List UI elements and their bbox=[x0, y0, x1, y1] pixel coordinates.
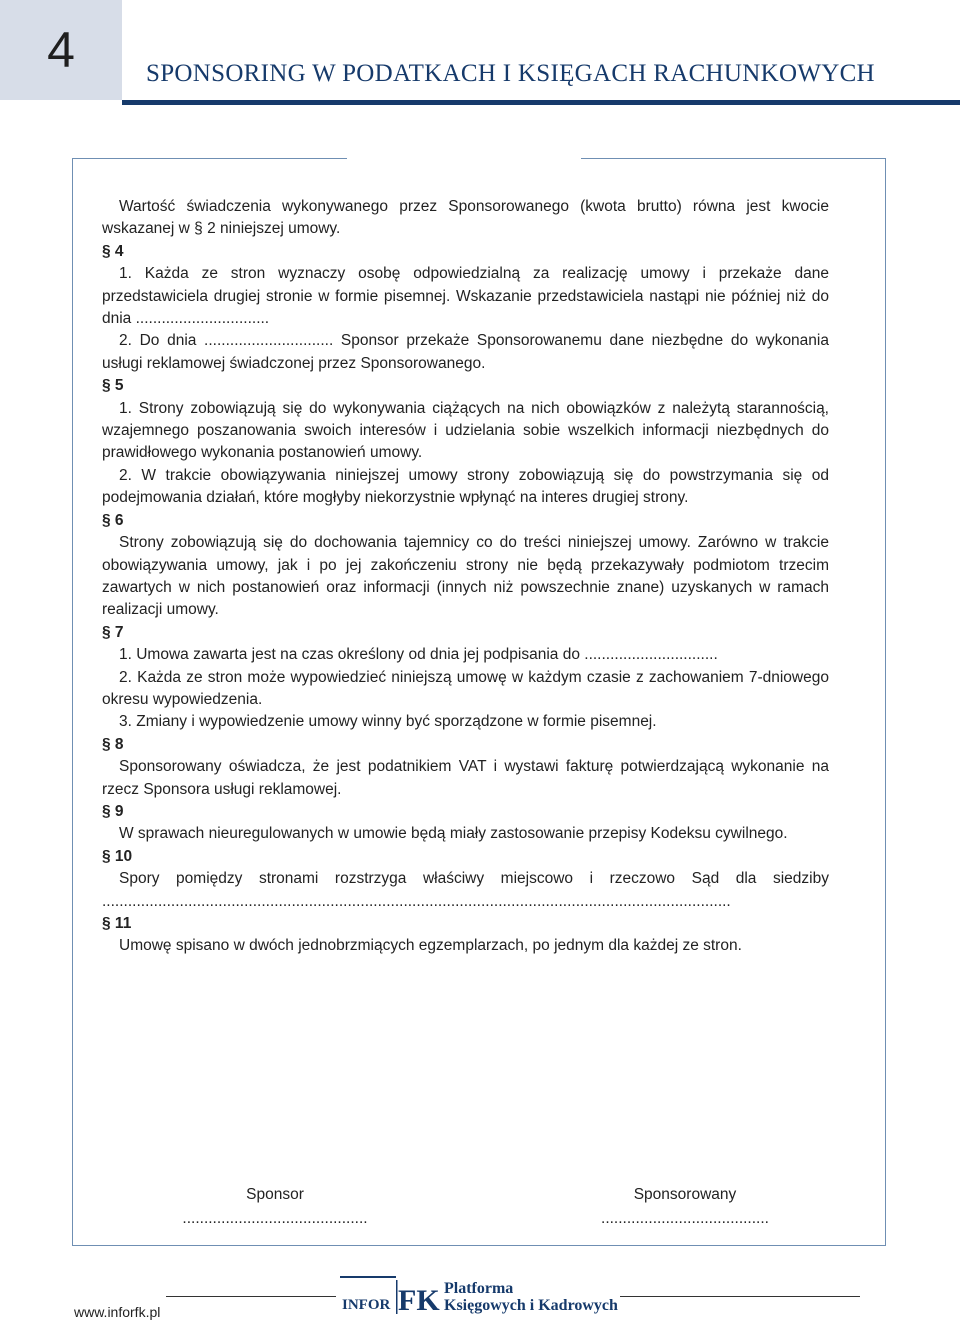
section-11-heading: § 11 bbox=[102, 915, 132, 932]
footer-rule-left bbox=[166, 1296, 336, 1297]
sponsorowany-signature bbox=[570, 1186, 800, 1228]
infor-fk-logo bbox=[340, 1276, 618, 1316]
header-rule bbox=[122, 100, 960, 105]
section-8-heading: § 8 bbox=[102, 735, 124, 753]
section-7-point-1: 1. Umowa zawarta jest na czas określony od dnia jej podpisania do ............................... bbox=[119, 646, 718, 664]
svg-text:INFOR: INFOR bbox=[342, 1297, 391, 1313]
section-4-point-2: 2. Do dnia .............................. Sponsor przekaże Sponsorowanemu dane niezbędne do wykonania usługi reklamowej świadczonej przez Sponsorowanego. bbox=[102, 332, 829, 372]
chapter-number: 4 bbox=[47, 22, 75, 78]
section-4-heading: § 4 bbox=[102, 242, 124, 260]
svg-text:FK: FK bbox=[398, 1284, 440, 1316]
section-10-text: Spory pomiędzy stronami rozstrzyga właściwy miejscowo i rzeczowo Sąd dla siedziby .................................................................................................................................................. bbox=[102, 870, 829, 910]
section-7-point-2: 2. Każda ze stron może wypowiedzieć niniejszą umowę w każdym czasie z zachowaniem 7-dniowego okresu wypowiedzenia. bbox=[102, 668, 829, 708]
section-9-heading: § 9 bbox=[102, 802, 124, 820]
contract-content bbox=[102, 196, 829, 958]
frame-top-gap bbox=[347, 156, 581, 161]
section-7-point-3: 3. Zmiany i wypowiedzenie umowy winny być sporządzone w formie pisemnej. bbox=[119, 713, 657, 731]
section-9-text: W sprawach nieuregulowanych w umowie będą miały zastosowanie przepisy Kodeksu cywilnego. bbox=[119, 825, 788, 843]
svg-text:Platforma: Platforma bbox=[444, 1280, 514, 1297]
sponsor-label: Sponsor bbox=[246, 1186, 304, 1203]
section-4-point-1: 1. Każda ze stron wyznaczy osobę odpowiedzialną za realizację umowy i przekaże dane przedstawiciela drugiej stronie w formie pisemnej. Wskazanie przedstawiciela nastąpi nie później niż do dnia ............................... bbox=[102, 265, 829, 328]
svg-text:Księgowych i Kadrowych: Księgowych i Kadrowych bbox=[444, 1297, 618, 1314]
footer-url: www.inforfk.pl bbox=[74, 1304, 161, 1320]
section-8-text: Sponsorowany oświadcza, że jest podatnikiem VAT i wystawi fakturę potwierdzającą wykonanie na rzecz Sponsora usługi reklamowej. bbox=[102, 758, 829, 798]
sponsor-signature bbox=[150, 1186, 400, 1228]
chapter-title: SPONSORING W PODATKACH I KSIĘGACH RACHUNKOWYCH bbox=[146, 60, 875, 87]
sponsor-signature-line: ........................................... bbox=[182, 1210, 368, 1227]
sponsorowany-signature-line: ....................................... bbox=[601, 1210, 769, 1227]
section-6-heading: § 6 bbox=[102, 511, 124, 529]
section-5-point-1: 1. Strony zobowiązują się do wykonywania ciążących na nich obowiązków z należytą starannością, wzajemnego poszanowania swoich interesów i udzielania sobie wszelkich informacji niezbędnych do prawidłowego wykonania postanowień umowy. bbox=[102, 399, 829, 462]
intro-paragraph: Wartość świadczenia wykonywanego przez Sponsorowanego (kwota brutto) równa jest kwocie wskazanej w § 2 niniejszej umowy. bbox=[102, 198, 829, 238]
footer-rule-right bbox=[620, 1296, 860, 1297]
section-11-text: Umowę spisano w dwóch jednobrzmiących egzemplarzach, po jednym dla każdej ze stron. bbox=[119, 937, 742, 955]
section-5-heading: § 5 bbox=[102, 377, 124, 395]
section-6-text: Strony zobowiązują się do dochowania tajemnicy co do treści niniejszej umowy. Zarówno w trakcie obowiązywania umowy, jak i po jej zakończeniu strony nie będą przekazywały podmiotom trzecim zawartych w nich postanowień oraz informacji (innych niż powszechnie znane) uzyskanych w ramach realizacji umowy. bbox=[102, 534, 829, 619]
sponsorowany-label: Sponsorowany bbox=[633, 1186, 737, 1203]
section-7-heading: § 7 bbox=[102, 623, 124, 641]
section-10-heading: § 10 bbox=[102, 847, 133, 865]
section-5-point-2: 2. W trakcie obowiązywania niniejszej umowy strony zobowiązują się do powstrzymania się od podejmowania działań, które mogłyby niekorzystnie wpłynąć na interes drugiej strony. bbox=[102, 466, 829, 507]
